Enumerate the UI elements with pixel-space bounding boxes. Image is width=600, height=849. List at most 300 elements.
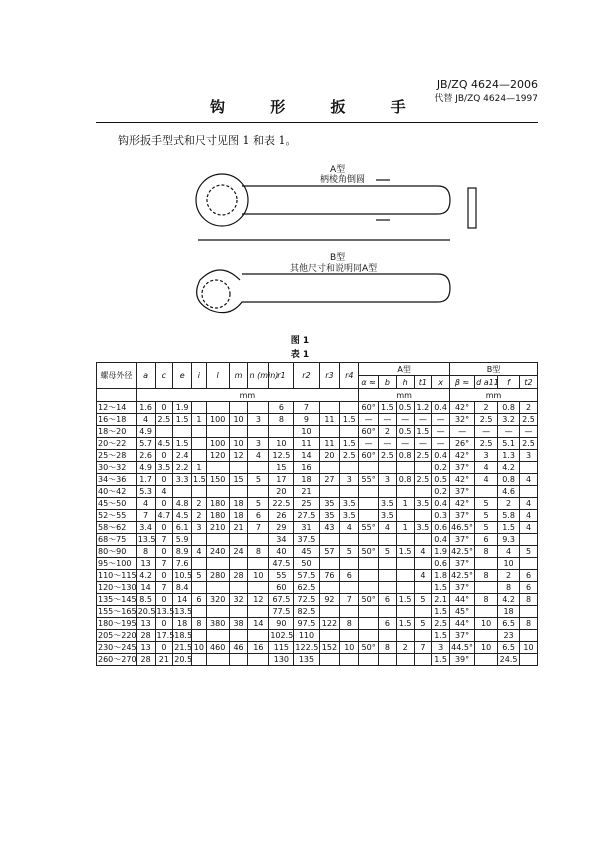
value-cell: 60°: [359, 402, 379, 414]
value-cell: 2.5: [379, 450, 397, 462]
value-cell: [359, 558, 379, 570]
value-cell: [155, 426, 173, 438]
value-cell: 37°: [450, 558, 475, 570]
col-header: f: [498, 376, 520, 389]
value-cell: 3: [248, 438, 269, 450]
value-cell: 60°: [359, 426, 379, 438]
value-cell: 37.5: [294, 534, 319, 546]
table-row: [97, 414, 538, 426]
value-cell: 6: [269, 402, 294, 414]
value-cell: [229, 654, 248, 666]
value-cell: 3.5: [340, 510, 359, 522]
value-cell: 5: [248, 498, 269, 510]
value-cell: [192, 486, 207, 498]
value-cell: [414, 510, 432, 522]
value-cell: 8.4: [173, 582, 192, 594]
value-cell: 9.3: [498, 534, 520, 546]
nut-size-cell: 155～165: [98, 607, 137, 616]
value-cell: 20: [269, 486, 294, 498]
table-row: [97, 462, 538, 474]
value-cell: 4: [475, 474, 498, 486]
value-cell: 10: [520, 642, 538, 654]
value-cell: —: [414, 414, 432, 426]
value-cell: 10: [248, 570, 269, 582]
value-cell: [414, 606, 432, 618]
value-cell: 8: [520, 618, 538, 630]
value-cell: 43: [319, 522, 340, 534]
value-cell: 2: [396, 642, 414, 654]
value-cell: 26°: [450, 438, 475, 450]
value-cell: 4: [414, 546, 432, 558]
value-cell: [192, 630, 207, 642]
value-cell: 1.5: [173, 414, 192, 426]
value-cell: 130: [269, 654, 294, 666]
value-cell: 4.7: [155, 510, 173, 522]
value-cell: [340, 558, 359, 570]
value-cell: 27: [319, 474, 340, 486]
value-cell: 2.2: [173, 462, 192, 474]
value-cell: 24: [229, 546, 248, 558]
value-cell: 240: [206, 546, 229, 558]
value-cell: [359, 486, 379, 498]
value-cell: 18: [173, 618, 192, 630]
value-cell: 1.5: [432, 654, 450, 666]
nut-size-cell: 18～20: [97, 426, 137, 438]
value-cell: 2: [379, 426, 397, 438]
value-cell: [206, 558, 229, 570]
value-cell: 10: [475, 618, 498, 630]
value-cell: [414, 630, 432, 642]
value-cell: 92: [319, 594, 340, 606]
value-cell: 1.7: [136, 474, 155, 486]
handle-b: [197, 270, 450, 313]
value-cell: [173, 426, 192, 438]
value-cell: [359, 630, 379, 642]
table-row: [97, 426, 538, 438]
value-cell: 3.4: [136, 522, 155, 534]
col-header: t2: [520, 376, 538, 389]
value-cell: 0.6: [432, 522, 450, 534]
value-cell: 0.2: [432, 486, 450, 498]
col-header: n (min): [248, 363, 269, 389]
value-cell: 0.5: [396, 402, 414, 414]
table-row: [97, 642, 538, 654]
value-cell: 1.5: [173, 438, 192, 450]
value-cell: 4.2: [498, 462, 520, 474]
value-cell: 1.5: [498, 522, 520, 534]
value-cell: 44°: [450, 618, 475, 630]
value-cell: 3.5: [379, 498, 397, 510]
value-cell: 62.5: [294, 582, 319, 594]
col-header: β ≈: [450, 376, 475, 389]
value-cell: 100: [206, 438, 229, 450]
table-row: [97, 498, 538, 510]
value-cell: [414, 558, 432, 570]
value-cell: 50°: [359, 642, 379, 654]
value-cell: 3: [475, 450, 498, 462]
value-cell: 120: [206, 450, 229, 462]
value-cell: [359, 618, 379, 630]
value-cell: 50°: [359, 546, 379, 558]
value-cell: 6: [520, 570, 538, 582]
value-cell: 7: [294, 402, 319, 414]
value-cell: 100: [206, 414, 229, 426]
value-cell: [396, 606, 414, 618]
value-cell: 46: [229, 642, 248, 654]
value-cell: 42.5°: [451, 547, 473, 556]
col-header: c: [155, 363, 173, 389]
value-cell: 37°: [450, 462, 475, 474]
table-row: [97, 630, 538, 642]
value-cell: 45: [294, 546, 319, 558]
value-cell: 0.4: [432, 450, 450, 462]
value-cell: [206, 534, 229, 546]
value-cell: 5.3: [136, 486, 155, 498]
value-cell: —: [498, 426, 520, 438]
nut-size-cell: 205～220: [98, 631, 137, 640]
value-cell: 10: [192, 642, 207, 654]
value-cell: 57: [319, 546, 340, 558]
value-cell: 4.2: [498, 594, 520, 606]
value-cell: 39°: [450, 654, 475, 666]
value-cell: 2.5: [475, 438, 498, 450]
value-cell: [520, 606, 538, 618]
value-cell: [414, 582, 432, 594]
value-cell: [396, 582, 414, 594]
value-cell: 25: [294, 498, 319, 510]
value-cell: —: [432, 414, 450, 426]
value-cell: 4.8: [173, 498, 192, 510]
col-header: r1: [269, 363, 294, 389]
value-cell: 8: [520, 594, 538, 606]
value-cell: 6: [192, 594, 207, 606]
value-cell: 8.5: [136, 594, 155, 606]
nut-size-cell: 135～145: [98, 595, 137, 604]
value-cell: 320: [206, 594, 229, 606]
value-cell: —: [414, 438, 432, 450]
value-cell: 1.5: [396, 618, 414, 630]
value-cell: 6: [248, 510, 269, 522]
value-cell: 135: [294, 654, 319, 666]
value-cell: —: [475, 426, 498, 438]
value-cell: [520, 654, 538, 666]
value-cell: 3: [379, 474, 397, 486]
value-cell: 4: [520, 510, 538, 522]
value-cell: 55°: [359, 522, 379, 534]
value-cell: 20: [319, 450, 340, 462]
nut-size-cell: 58～62: [97, 522, 137, 534]
value-cell: 2.5: [340, 450, 359, 462]
value-cell: 18: [294, 474, 319, 486]
value-cell: 42°: [450, 450, 475, 462]
section-view: [468, 188, 476, 228]
value-cell: [359, 462, 379, 474]
value-cell: 21: [294, 486, 319, 498]
value-cell: —: [379, 438, 397, 450]
value-cell: 4: [192, 546, 207, 558]
replaces-note: 代替 JB/ZQ 4624—1997: [434, 94, 538, 104]
value-cell: 180: [206, 510, 229, 522]
value-cell: 0.4: [432, 402, 450, 414]
value-cell: 2.5: [414, 474, 432, 486]
value-cell: 2: [475, 402, 498, 414]
nut-size-cell: 40～42: [97, 486, 137, 498]
value-cell: 4: [520, 522, 538, 534]
nut-header: 螺母外径: [97, 363, 137, 389]
unit-label: mm: [359, 389, 450, 402]
value-cell: 10: [229, 414, 248, 426]
col-header: α ≈: [359, 376, 379, 389]
handle-a: [242, 186, 450, 214]
value-cell: 1.5: [379, 402, 397, 414]
value-cell: [192, 438, 207, 450]
value-cell: 3: [192, 522, 207, 534]
value-cell: 67.5: [269, 594, 294, 606]
value-cell: 1: [396, 522, 414, 534]
value-cell: 37°: [450, 510, 475, 522]
value-cell: 12: [248, 594, 269, 606]
value-cell: 5.7: [136, 438, 155, 450]
value-cell: 5: [475, 510, 498, 522]
value-cell: 21.5: [174, 643, 193, 652]
value-cell: 29: [269, 522, 294, 534]
value-cell: 150: [206, 474, 229, 486]
value-cell: 2.5: [155, 414, 173, 426]
value-cell: 6.1: [173, 522, 192, 534]
value-cell: [206, 582, 229, 594]
value-cell: [319, 462, 340, 474]
value-cell: [475, 582, 498, 594]
group-a-header: A型: [359, 363, 450, 376]
value-cell: 46.5°: [451, 523, 473, 532]
value-cell: [248, 402, 269, 414]
value-cell: 0.5: [432, 474, 450, 486]
value-cell: 2: [498, 570, 520, 582]
value-cell: [414, 654, 432, 666]
value-cell: 55: [269, 570, 294, 582]
value-cell: 460: [206, 642, 229, 654]
value-cell: [319, 630, 340, 642]
value-cell: 34: [269, 534, 294, 546]
value-cell: 4: [155, 486, 173, 498]
value-cell: 8: [379, 642, 397, 654]
value-cell: 0: [155, 594, 173, 606]
value-cell: [340, 630, 359, 642]
value-cell: 0: [155, 522, 173, 534]
value-cell: 4: [340, 522, 359, 534]
value-cell: [340, 402, 359, 414]
value-cell: [229, 630, 248, 642]
value-cell: 42.5°: [451, 571, 473, 580]
value-cell: [319, 654, 340, 666]
figure-caption: 图 1: [290, 336, 310, 346]
value-cell: 4: [248, 450, 269, 462]
value-cell: 7: [340, 594, 359, 606]
value-cell: [248, 462, 269, 474]
value-cell: 37°: [450, 486, 475, 498]
value-cell: 1.6: [136, 402, 155, 414]
value-cell: 55°: [359, 474, 379, 486]
value-cell: [173, 486, 192, 498]
value-cell: 1.5: [432, 582, 450, 594]
value-cell: 13.5: [174, 607, 193, 616]
value-cell: 4: [379, 522, 397, 534]
standard-number: [434, 78, 538, 106]
value-cell: 6: [379, 618, 397, 630]
value-cell: 20.5: [174, 655, 193, 664]
value-cell: —: [396, 438, 414, 450]
value-cell: 11: [319, 414, 340, 426]
col-header: l: [206, 363, 229, 389]
type-b-label: B型: [330, 253, 346, 263]
value-cell: 1.5: [396, 546, 414, 558]
value-cell: [319, 534, 340, 546]
value-cell: 110: [294, 630, 319, 642]
value-cell: [248, 582, 269, 594]
value-cell: [248, 558, 269, 570]
value-cell: 8: [136, 546, 155, 558]
value-cell: 180: [206, 498, 229, 510]
value-cell: 0: [155, 498, 173, 510]
value-cell: [475, 654, 498, 666]
table-row: [97, 594, 538, 606]
value-cell: 3: [432, 642, 450, 654]
value-cell: 35: [319, 510, 340, 522]
value-cell: 7: [155, 558, 173, 570]
value-cell: 8: [192, 618, 207, 630]
value-cell: 8: [269, 414, 294, 426]
value-cell: [229, 582, 248, 594]
value-cell: 28: [136, 630, 155, 642]
value-cell: [192, 654, 207, 666]
value-cell: [379, 558, 397, 570]
value-cell: [248, 534, 269, 546]
value-cell: —: [432, 438, 450, 450]
value-cell: 21: [155, 654, 173, 666]
col-header: r2: [294, 363, 319, 389]
value-cell: 1: [192, 462, 207, 474]
nut-size-cell: 68～75: [97, 534, 137, 546]
value-cell: [414, 486, 432, 498]
value-cell: 2.5: [520, 438, 538, 450]
nut-size-cell: 20～22: [97, 438, 137, 450]
value-cell: 5: [414, 594, 432, 606]
value-cell: 11: [319, 438, 340, 450]
value-cell: 90: [269, 618, 294, 630]
value-cell: 5: [340, 546, 359, 558]
value-cell: [229, 402, 248, 414]
col-header: m: [229, 363, 248, 389]
value-cell: [520, 558, 538, 570]
value-cell: [396, 510, 414, 522]
value-cell: 5: [379, 546, 397, 558]
value-cell: 50°: [359, 594, 379, 606]
type-b-note: 其他尺寸和说明同A型: [290, 264, 378, 274]
value-cell: 72.5: [294, 594, 319, 606]
nut-size-cell: 180～195: [98, 619, 137, 628]
value-cell: 2.6: [136, 450, 155, 462]
value-cell: 37°: [450, 582, 475, 594]
value-cell: 2.5: [520, 414, 538, 426]
value-cell: 17: [269, 474, 294, 486]
value-cell: 4.2: [136, 570, 155, 582]
value-cell: 8.9: [173, 546, 192, 558]
value-cell: [475, 606, 498, 618]
value-cell: 47.5: [269, 558, 294, 570]
value-cell: [248, 486, 269, 498]
col-header: r4: [340, 363, 359, 389]
value-cell: 7: [155, 582, 173, 594]
table-row: [97, 582, 538, 594]
value-cell: [229, 558, 248, 570]
value-cell: —: [450, 426, 475, 438]
value-cell: 12: [229, 450, 248, 462]
value-cell: [475, 558, 498, 570]
value-cell: 12.5: [269, 450, 294, 462]
value-cell: [359, 534, 379, 546]
value-cell: 0: [155, 546, 173, 558]
nut-size-cell: 30～32: [97, 462, 137, 474]
value-cell: 2.5: [414, 450, 432, 462]
value-cell: [340, 462, 359, 474]
value-cell: [475, 486, 498, 498]
value-cell: [414, 462, 432, 474]
value-cell: 37°: [450, 534, 475, 546]
nut-size-cell: 34～36: [97, 474, 137, 486]
value-cell: 4: [136, 498, 155, 510]
value-cell: 0.5: [396, 426, 414, 438]
value-cell: 8: [475, 546, 498, 558]
value-cell: [359, 570, 379, 582]
value-cell: [340, 486, 359, 498]
value-cell: 18: [498, 606, 520, 618]
value-cell: 115: [269, 642, 294, 654]
value-cell: 4.5: [155, 438, 173, 450]
value-cell: [396, 558, 414, 570]
value-cell: —: [379, 414, 397, 426]
value-cell: 45°: [450, 606, 475, 618]
value-cell: [206, 426, 229, 438]
value-cell: 6.5: [498, 642, 520, 654]
value-cell: 7: [155, 534, 173, 546]
hook-head-a: [196, 174, 248, 226]
table-row: [97, 522, 538, 534]
value-cell: 0.4: [432, 498, 450, 510]
value-cell: [206, 654, 229, 666]
page-title: 钩 形 扳 手: [210, 98, 426, 116]
value-cell: 0: [155, 402, 173, 414]
value-cell: [269, 426, 294, 438]
value-cell: 4: [414, 570, 432, 582]
value-cell: [520, 534, 538, 546]
table-row: [97, 534, 538, 546]
value-cell: 21: [229, 522, 248, 534]
value-cell: [340, 582, 359, 594]
value-cell: [248, 630, 269, 642]
value-cell: [192, 402, 207, 414]
value-cell: [396, 462, 414, 474]
value-cell: 5: [248, 474, 269, 486]
value-cell: [379, 462, 397, 474]
value-cell: 1: [192, 414, 207, 426]
col-header: a: [136, 363, 155, 389]
value-cell: 4: [498, 546, 520, 558]
nut-size-cell: 95～100: [97, 558, 137, 570]
value-cell: —: [359, 414, 379, 426]
value-cell: [319, 558, 340, 570]
value-cell: 5: [475, 498, 498, 510]
nut-size-cell: 12～14: [97, 402, 137, 414]
